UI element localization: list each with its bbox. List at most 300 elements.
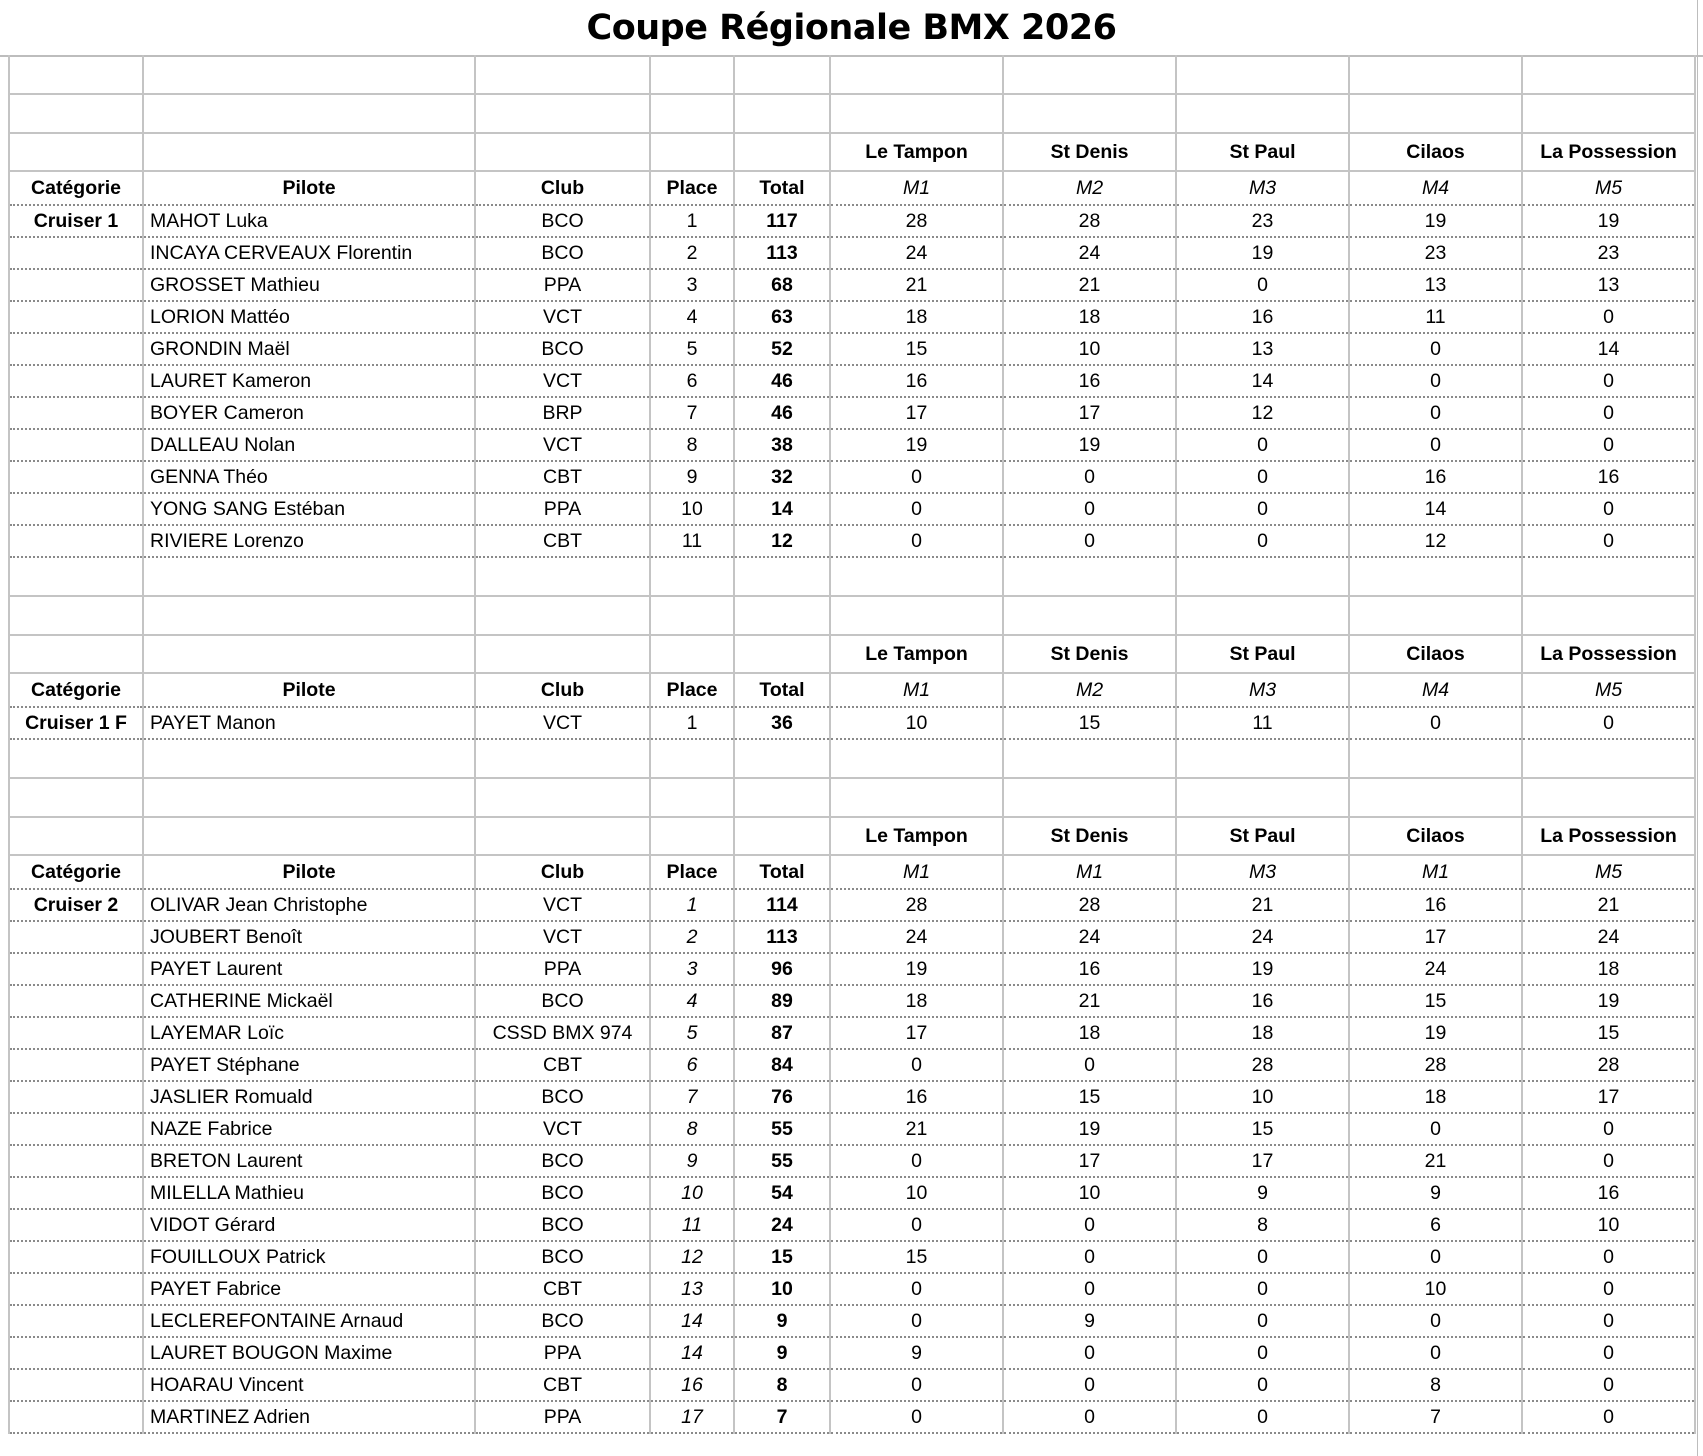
- score-cell: 0: [1176, 1401, 1349, 1433]
- category-cell: [9, 461, 143, 493]
- score-cell: 28: [1522, 1049, 1695, 1081]
- place: 1: [650, 889, 734, 921]
- category-cell: [9, 1177, 143, 1209]
- empty-cell: [1176, 596, 1349, 635]
- total: 55: [734, 1145, 830, 1177]
- club: CBT: [475, 525, 650, 557]
- club: BCO: [475, 205, 650, 237]
- table-row: [9, 429, 1695, 461]
- score-cell: 14: [1349, 493, 1522, 525]
- place: 2: [650, 237, 734, 269]
- score-cell: 0: [1349, 397, 1522, 429]
- score-cell: 10: [830, 707, 1003, 739]
- empty-cell: [1003, 739, 1176, 778]
- score-cell: 7: [1349, 1401, 1522, 1433]
- score-cell: 0: [1176, 525, 1349, 557]
- place: 6: [650, 1049, 734, 1081]
- category-cell: [9, 1049, 143, 1081]
- total: 63: [734, 301, 830, 333]
- score-cell: 18: [1522, 953, 1695, 985]
- table-row: [9, 205, 1695, 237]
- empty-cell: [830, 94, 1003, 133]
- score-cell: 0: [830, 461, 1003, 493]
- pilot-name: LECLEREFONTAINE Arnaud: [143, 1305, 475, 1337]
- empty-cell: [475, 133, 650, 171]
- table-row: [9, 269, 1695, 301]
- round-header: M4: [1349, 673, 1522, 707]
- place: 8: [650, 429, 734, 461]
- score-cell: 0: [1176, 1241, 1349, 1273]
- score-cell: 0: [1003, 1401, 1176, 1433]
- score-cell: 15: [1003, 1081, 1176, 1113]
- empty-cell: [1349, 739, 1522, 778]
- club: VCT: [475, 889, 650, 921]
- round-header: M3: [1176, 673, 1349, 707]
- score-cell: 0: [830, 493, 1003, 525]
- header-pilote: Pilote: [143, 171, 475, 205]
- venue-header: St Paul: [1176, 133, 1349, 171]
- table-row: [9, 953, 1695, 985]
- pilot-name: LAURET BOUGON Maxime: [143, 1337, 475, 1369]
- score-cell: 0: [1522, 1401, 1695, 1433]
- total: 7: [734, 1401, 830, 1433]
- column-header-row: [9, 855, 1695, 889]
- header-pilote: Pilote: [143, 673, 475, 707]
- score-cell: 18: [1349, 1081, 1522, 1113]
- round-header: M5: [1522, 171, 1695, 205]
- venue-header: St Denis: [1003, 817, 1176, 855]
- total: 8: [734, 1369, 830, 1401]
- score-cell: 17: [1522, 1081, 1695, 1113]
- place: 4: [650, 985, 734, 1017]
- round-header: M1: [830, 673, 1003, 707]
- score-cell: 28: [830, 889, 1003, 921]
- score-cell: 0: [1522, 397, 1695, 429]
- header-club: Club: [475, 673, 650, 707]
- score-cell: 19: [1522, 985, 1695, 1017]
- empty-cell: [830, 55, 1003, 94]
- empty-cell: [650, 596, 734, 635]
- score-cell: 0: [1522, 525, 1695, 557]
- total: 14: [734, 493, 830, 525]
- category-cell: [9, 985, 143, 1017]
- score-cell: 16: [1003, 953, 1176, 985]
- empty-cell: [650, 133, 734, 171]
- table-row: [9, 1177, 1695, 1209]
- pilot-name: BOYER Cameron: [143, 397, 475, 429]
- empty-row: [9, 557, 1695, 596]
- score-cell: 21: [1522, 889, 1695, 921]
- club: VCT: [475, 429, 650, 461]
- empty-cell: [1522, 557, 1695, 596]
- score-cell: 0: [830, 1145, 1003, 1177]
- table-row: [9, 921, 1695, 953]
- score-cell: 17: [830, 1017, 1003, 1049]
- total: 87: [734, 1017, 830, 1049]
- empty-cell: [9, 778, 143, 817]
- score-cell: 10: [1176, 1081, 1349, 1113]
- place: 17: [650, 1401, 734, 1433]
- empty-cell: [1176, 778, 1349, 817]
- place: 1: [650, 205, 734, 237]
- round-header: M5: [1522, 673, 1695, 707]
- place: 1: [650, 707, 734, 739]
- score-cell: 28: [830, 205, 1003, 237]
- category-cell: [9, 1017, 143, 1049]
- place: 11: [650, 1209, 734, 1241]
- pilot-name: FOUILLOUX Patrick: [143, 1241, 475, 1273]
- venue-header: Le Tampon: [830, 635, 1003, 673]
- score-cell: 0: [1349, 365, 1522, 397]
- place: 10: [650, 1177, 734, 1209]
- score-cell: 24: [1349, 953, 1522, 985]
- pilot-name: OLIVAR Jean Christophe: [143, 889, 475, 921]
- empty-cell: [1176, 94, 1349, 133]
- category-cell: [9, 921, 143, 953]
- total: 84: [734, 1049, 830, 1081]
- total: 54: [734, 1177, 830, 1209]
- place: 9: [650, 1145, 734, 1177]
- score-cell: 15: [1003, 707, 1176, 739]
- empty-cell: [830, 596, 1003, 635]
- round-header: M3: [1176, 855, 1349, 889]
- empty-cell: [650, 635, 734, 673]
- score-cell: 9: [1003, 1305, 1176, 1337]
- table-row: [9, 333, 1695, 365]
- place: 11: [650, 525, 734, 557]
- score-cell: 0: [1176, 461, 1349, 493]
- place: 7: [650, 397, 734, 429]
- club: BCO: [475, 1209, 650, 1241]
- score-cell: 0: [1522, 365, 1695, 397]
- category-label: Cruiser 1: [9, 205, 143, 237]
- score-cell: 23: [1176, 205, 1349, 237]
- score-cell: 0: [830, 1401, 1003, 1433]
- venue-header: St Denis: [1003, 635, 1176, 673]
- empty-cell: [475, 778, 650, 817]
- pilot-name: GROSSET Mathieu: [143, 269, 475, 301]
- score-cell: 8: [1349, 1369, 1522, 1401]
- score-cell: 0: [830, 1273, 1003, 1305]
- category-cell: [9, 333, 143, 365]
- category-cell: [9, 1305, 143, 1337]
- category-cell: [9, 301, 143, 333]
- place: 8: [650, 1113, 734, 1145]
- empty-cell: [830, 739, 1003, 778]
- total: 113: [734, 921, 830, 953]
- header-total: Total: [734, 855, 830, 889]
- score-cell: 11: [1349, 301, 1522, 333]
- venue-header: La Possession: [1522, 635, 1695, 673]
- pilot-name: DALLEAU Nolan: [143, 429, 475, 461]
- table-row: [9, 1273, 1695, 1305]
- total: 24: [734, 1209, 830, 1241]
- table-row: [9, 889, 1695, 921]
- empty-cell: [143, 94, 475, 133]
- empty-cell: [9, 596, 143, 635]
- score-cell: 19: [830, 953, 1003, 985]
- club: VCT: [475, 707, 650, 739]
- score-cell: 0: [830, 1369, 1003, 1401]
- column-header-row: [9, 673, 1695, 707]
- empty-cell: [143, 133, 475, 171]
- score-cell: 15: [1522, 1017, 1695, 1049]
- score-cell: 0: [1522, 429, 1695, 461]
- score-cell: 0: [1522, 1369, 1695, 1401]
- place: 5: [650, 1017, 734, 1049]
- pilot-name: LAYEMAR Loïc: [143, 1017, 475, 1049]
- place: 2: [650, 921, 734, 953]
- category-cell: [9, 429, 143, 461]
- pilot-name: YONG SANG Estéban: [143, 493, 475, 525]
- place: 9: [650, 461, 734, 493]
- total: 10: [734, 1273, 830, 1305]
- score-cell: 19: [1349, 1017, 1522, 1049]
- score-cell: 16: [1349, 889, 1522, 921]
- score-cell: 0: [830, 525, 1003, 557]
- venue-header: Cilaos: [1349, 817, 1522, 855]
- pilot-name: HOARAU Vincent: [143, 1369, 475, 1401]
- score-cell: 15: [830, 333, 1003, 365]
- pilot-name: LORION Mattéo: [143, 301, 475, 333]
- category-cell: [9, 1145, 143, 1177]
- category-cell: [9, 269, 143, 301]
- category-cell: [9, 365, 143, 397]
- score-cell: 12: [1176, 397, 1349, 429]
- title-row: [0, 0, 1703, 57]
- category-cell: [9, 397, 143, 429]
- empty-cell: [9, 635, 143, 673]
- score-cell: 16: [1522, 461, 1695, 493]
- club: CBT: [475, 461, 650, 493]
- score-cell: 0: [1522, 1241, 1695, 1273]
- category-cell: [9, 953, 143, 985]
- empty-cell: [1003, 596, 1176, 635]
- category-cell: [9, 1113, 143, 1145]
- empty-cell: [734, 817, 830, 855]
- score-cell: 0: [830, 1209, 1003, 1241]
- venue-header: La Possession: [1522, 817, 1695, 855]
- category-cell: [9, 1401, 143, 1433]
- score-cell: 16: [830, 1081, 1003, 1113]
- place: 3: [650, 953, 734, 985]
- place: 6: [650, 365, 734, 397]
- pilot-name: MILELLA Mathieu: [143, 1177, 475, 1209]
- empty-cell: [1176, 55, 1349, 94]
- score-cell: 6: [1349, 1209, 1522, 1241]
- score-cell: 16: [1176, 985, 1349, 1017]
- empty-cell: [475, 557, 650, 596]
- total: 76: [734, 1081, 830, 1113]
- empty-cell: [143, 778, 475, 817]
- empty-cell: [650, 817, 734, 855]
- empty-cell: [830, 557, 1003, 596]
- empty-cell: [1003, 778, 1176, 817]
- empty-cell: [734, 778, 830, 817]
- empty-cell: [1522, 596, 1695, 635]
- club: VCT: [475, 365, 650, 397]
- pilot-name: PAYET Laurent: [143, 953, 475, 985]
- score-cell: 0: [1003, 461, 1176, 493]
- club: CSSD BMX 974: [475, 1017, 650, 1049]
- score-cell: 10: [1003, 333, 1176, 365]
- pilot-name: GRONDIN Maël: [143, 333, 475, 365]
- place: 7: [650, 1081, 734, 1113]
- empty-cell: [734, 739, 830, 778]
- empty-cell: [650, 94, 734, 133]
- header-place: Place: [650, 855, 734, 889]
- table-row: [9, 301, 1695, 333]
- score-cell: 24: [1176, 921, 1349, 953]
- score-cell: 0: [1003, 493, 1176, 525]
- venue-header: St Paul: [1176, 817, 1349, 855]
- empty-cell: [830, 778, 1003, 817]
- score-cell: 0: [1522, 1113, 1695, 1145]
- empty-cell: [143, 739, 475, 778]
- score-cell: 0: [1003, 1209, 1176, 1241]
- round-header: M1: [1003, 855, 1176, 889]
- category-cell: [9, 1273, 143, 1305]
- table-row: [9, 1081, 1695, 1113]
- score-cell: 17: [1349, 921, 1522, 953]
- pilot-name: MARTINEZ Adrien: [143, 1401, 475, 1433]
- total: 113: [734, 237, 830, 269]
- score-cell: 18: [830, 985, 1003, 1017]
- table-row: [9, 493, 1695, 525]
- score-cell: 0: [1349, 1113, 1522, 1145]
- venue-header: La Possession: [1522, 133, 1695, 171]
- score-cell: 16: [1176, 301, 1349, 333]
- pilot-name: MAHOT Luka: [143, 205, 475, 237]
- score-cell: 21: [830, 1113, 1003, 1145]
- empty-cell: [1003, 94, 1176, 133]
- score-cell: 17: [830, 397, 1003, 429]
- score-cell: 0: [1522, 1145, 1695, 1177]
- score-cell: 0: [1176, 1273, 1349, 1305]
- table-row: [9, 1209, 1695, 1241]
- score-cell: 28: [1003, 205, 1176, 237]
- empty-cell: [650, 739, 734, 778]
- club: PPA: [475, 1337, 650, 1369]
- score-cell: 17: [1003, 397, 1176, 429]
- page-title: Coupe Régionale BMX 2026: [586, 7, 1117, 48]
- score-cell: 0: [1003, 1241, 1176, 1273]
- venue-header: Cilaos: [1349, 635, 1522, 673]
- empty-cell: [475, 94, 650, 133]
- empty-cell: [734, 94, 830, 133]
- score-cell: 9: [1349, 1177, 1522, 1209]
- category-cell: [9, 1241, 143, 1273]
- venue-header: St Paul: [1176, 635, 1349, 673]
- empty-cell: [1349, 55, 1522, 94]
- round-header: M1: [830, 855, 1003, 889]
- score-cell: 16: [830, 365, 1003, 397]
- score-cell: 0: [1003, 525, 1176, 557]
- empty-cell: [734, 557, 830, 596]
- score-cell: 11: [1176, 707, 1349, 739]
- place: 5: [650, 333, 734, 365]
- score-cell: 0: [1522, 1305, 1695, 1337]
- category-label: Cruiser 2: [9, 889, 143, 921]
- score-cell: 10: [1349, 1273, 1522, 1305]
- score-cell: 21: [1349, 1145, 1522, 1177]
- header-categorie: Catégorie: [9, 171, 143, 205]
- score-cell: 23: [1522, 237, 1695, 269]
- score-cell: 24: [1003, 921, 1176, 953]
- club: BCO: [475, 237, 650, 269]
- score-cell: 24: [830, 237, 1003, 269]
- pilot-name: LAURET Kameron: [143, 365, 475, 397]
- header-categorie: Catégorie: [9, 855, 143, 889]
- table-row: [9, 1337, 1695, 1369]
- score-cell: 24: [1522, 921, 1695, 953]
- table-row: [9, 237, 1695, 269]
- club: VCT: [475, 1113, 650, 1145]
- place: 3: [650, 269, 734, 301]
- score-cell: 15: [1176, 1113, 1349, 1145]
- column-header-row: [9, 171, 1695, 205]
- score-cell: 0: [1176, 1305, 1349, 1337]
- score-cell: 0: [1003, 1369, 1176, 1401]
- header-total: Total: [734, 673, 830, 707]
- empty-cell: [1522, 94, 1695, 133]
- sheet-edge: [1697, 0, 1698, 1456]
- score-cell: 8: [1176, 1209, 1349, 1241]
- club: VCT: [475, 301, 650, 333]
- score-cell: 18: [830, 301, 1003, 333]
- total: 114: [734, 889, 830, 921]
- score-cell: 0: [1176, 1337, 1349, 1369]
- total: 9: [734, 1337, 830, 1369]
- score-cell: 10: [1003, 1177, 1176, 1209]
- place: 14: [650, 1337, 734, 1369]
- empty-cell: [1349, 778, 1522, 817]
- place: 14: [650, 1305, 734, 1337]
- venue-header-row: [9, 133, 1695, 171]
- score-cell: 0: [1349, 1305, 1522, 1337]
- empty-cell: [143, 635, 475, 673]
- club: CBT: [475, 1049, 650, 1081]
- round-header: M1: [830, 171, 1003, 205]
- category-cell: [9, 1081, 143, 1113]
- empty-cell: [9, 55, 143, 94]
- score-cell: 0: [1176, 429, 1349, 461]
- place: 10: [650, 493, 734, 525]
- category-cell: [9, 493, 143, 525]
- total: 36: [734, 707, 830, 739]
- score-cell: 0: [1522, 1337, 1695, 1369]
- score-cell: 24: [830, 921, 1003, 953]
- score-cell: 0: [1176, 493, 1349, 525]
- score-cell: 18: [1176, 1017, 1349, 1049]
- empty-cell: [9, 739, 143, 778]
- category-label: Cruiser 1 F: [9, 707, 143, 739]
- total: 55: [734, 1113, 830, 1145]
- header-pilote: Pilote: [143, 855, 475, 889]
- score-cell: 0: [1522, 493, 1695, 525]
- score-cell: 23: [1349, 237, 1522, 269]
- club: BRP: [475, 397, 650, 429]
- score-cell: 0: [1349, 707, 1522, 739]
- category-cell: [9, 1209, 143, 1241]
- category-cell: [9, 1369, 143, 1401]
- score-cell: 17: [1176, 1145, 1349, 1177]
- table-row: [9, 1049, 1695, 1081]
- total: 89: [734, 985, 830, 1017]
- score-cell: 19: [1176, 237, 1349, 269]
- header-place: Place: [650, 171, 734, 205]
- table-row: [9, 1401, 1695, 1433]
